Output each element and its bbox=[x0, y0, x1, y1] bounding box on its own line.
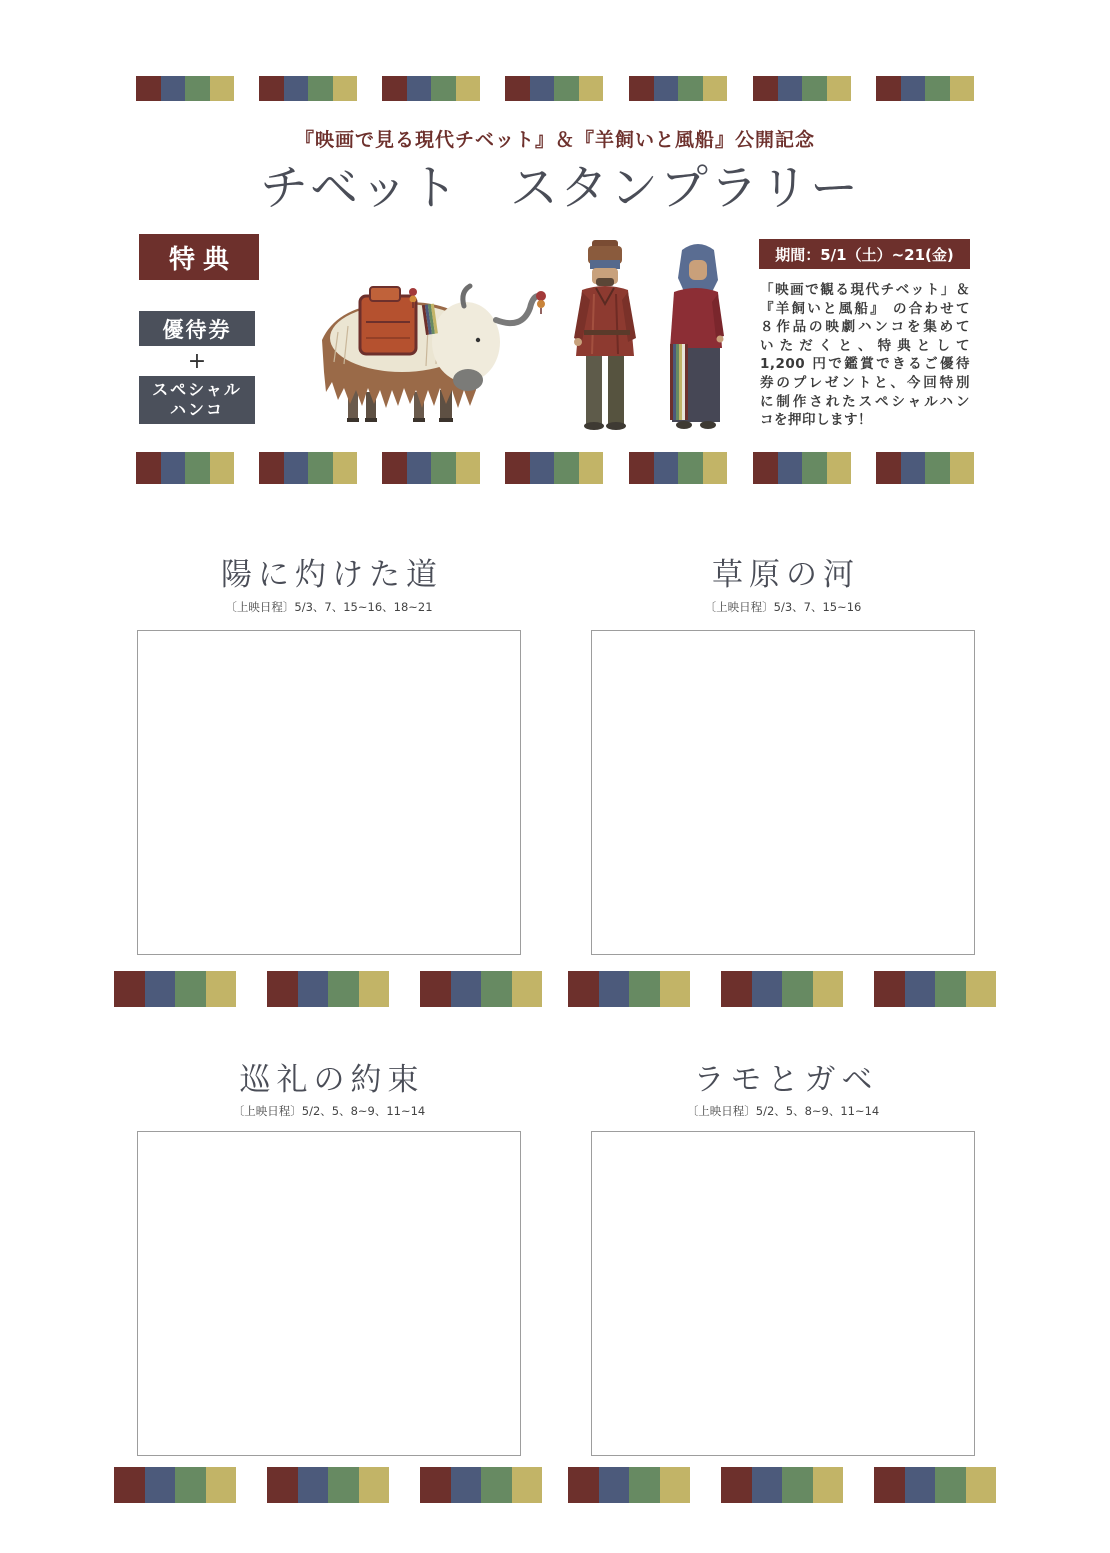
stripe-square-slate-blue bbox=[905, 971, 936, 1007]
stripe-square-green bbox=[185, 76, 210, 101]
stripe-square-green bbox=[678, 452, 703, 484]
stripe-square-khaki bbox=[359, 1467, 390, 1503]
stripe-square-slate-blue bbox=[752, 971, 783, 1007]
stripe-square-khaki bbox=[210, 76, 235, 101]
stripe-square-green bbox=[431, 452, 456, 484]
stripe-square-slate-blue bbox=[407, 452, 432, 484]
stripe-square-green bbox=[328, 971, 359, 1007]
stripe-group bbox=[753, 76, 851, 101]
stripe-square-slate-blue bbox=[654, 452, 679, 484]
man-figure bbox=[574, 240, 636, 430]
stripe-group bbox=[267, 1467, 389, 1503]
stripe-group bbox=[259, 452, 357, 484]
stripe-square-slate-blue bbox=[145, 971, 176, 1007]
stripe-square-khaki bbox=[950, 452, 975, 484]
stripe-square-slate-blue bbox=[778, 76, 803, 101]
yak-eye bbox=[476, 338, 480, 342]
stripe-square-slate-blue bbox=[298, 1467, 329, 1503]
stripe-square-slate-blue bbox=[284, 452, 309, 484]
stripe-square-maroon bbox=[721, 1467, 752, 1503]
stripe-square-slate-blue bbox=[530, 452, 555, 484]
stripe-square-green bbox=[308, 76, 333, 101]
stripe-square-green bbox=[802, 452, 827, 484]
benefit-label-box bbox=[139, 234, 259, 280]
stripe-square-slate-blue bbox=[654, 76, 679, 101]
stripe-square-maroon bbox=[259, 452, 284, 484]
stripe-row-middle bbox=[0, 971, 1110, 1007]
description-paragraph bbox=[760, 281, 970, 430]
stripe-square-maroon bbox=[420, 971, 451, 1007]
stripe-group bbox=[629, 76, 727, 101]
stripe-square-slate-blue bbox=[905, 1467, 936, 1503]
film-title: 草原の河 bbox=[712, 557, 860, 593]
yak-illustration bbox=[318, 282, 550, 428]
stripe-square-green bbox=[629, 971, 660, 1007]
film-section-3 bbox=[137, 1060, 521, 1470]
stripe-square-maroon bbox=[874, 1467, 905, 1503]
stripe-group bbox=[874, 1467, 996, 1503]
stripe-square-khaki bbox=[206, 971, 237, 1007]
stripe-group bbox=[420, 1467, 542, 1503]
film-schedule: 〔上映日程〕5/3、7、15~16、18~21 bbox=[225, 600, 433, 614]
stripe-square-maroon bbox=[382, 452, 407, 484]
stripe-group bbox=[721, 1467, 843, 1503]
stripe-square-maroon bbox=[568, 971, 599, 1007]
description-line: 『羊飼いと風船』 の合わせて bbox=[760, 300, 970, 317]
description-line: 券のプレゼントと、今回特別 bbox=[760, 374, 970, 391]
stripe-square-slate-blue bbox=[599, 971, 630, 1007]
description-line: 1,200 円で鑑賞できるご優待 bbox=[760, 356, 970, 373]
stripe-square-green bbox=[175, 1467, 206, 1503]
stripe-square-slate-blue bbox=[599, 1467, 630, 1503]
stamp-box bbox=[591, 1131, 975, 1456]
stripe-square-khaki bbox=[827, 76, 852, 101]
stripe-square-maroon bbox=[267, 971, 298, 1007]
stripe-square-khaki bbox=[359, 971, 390, 1007]
stripe-square-green bbox=[935, 1467, 966, 1503]
film-title: ラモとガベ bbox=[693, 1062, 879, 1098]
film-schedule: 〔上映日程〕5/2、5、8~9、11~14 bbox=[686, 1104, 880, 1118]
stripe-square-khaki bbox=[827, 452, 852, 484]
stripe-square-maroon bbox=[420, 1467, 451, 1503]
stripe-group bbox=[267, 971, 389, 1007]
stripe-square-khaki bbox=[966, 971, 997, 1007]
period-badge bbox=[759, 239, 970, 269]
stripe-square-slate-blue bbox=[451, 971, 482, 1007]
stripe-square-khaki bbox=[456, 452, 481, 484]
stripe-group bbox=[382, 76, 480, 101]
stripe-square-khaki bbox=[206, 1467, 237, 1503]
description-line: いただくと、特典として bbox=[760, 337, 970, 354]
stripe-square-slate-blue bbox=[752, 1467, 783, 1503]
voucher-box bbox=[139, 311, 255, 346]
woman-figure bbox=[670, 244, 724, 429]
stripe-group bbox=[876, 452, 974, 484]
stripe-group bbox=[629, 452, 727, 484]
stripe-square-slate-blue bbox=[451, 1467, 482, 1503]
stripe-group bbox=[259, 76, 357, 101]
stripe-square-khaki bbox=[703, 76, 728, 101]
stripe-square-green bbox=[431, 76, 456, 101]
yak-snout bbox=[453, 369, 483, 391]
stamp-box bbox=[591, 630, 975, 955]
stripe-square-khaki bbox=[950, 76, 975, 101]
event-subtitle: 『映画で見る現代チベット』＆『羊飼いと風船』公開記念 bbox=[294, 129, 815, 151]
film-schedule: 〔上映日程〕5/2、5、8~9、11~14 bbox=[232, 1104, 426, 1118]
stripe-square-maroon bbox=[629, 76, 654, 101]
stripe-square-maroon bbox=[136, 452, 161, 484]
stripe-square-green bbox=[308, 452, 333, 484]
stripe-row-top bbox=[0, 76, 1110, 101]
stripe-group bbox=[114, 971, 236, 1007]
stripe-square-green bbox=[782, 1467, 813, 1503]
film-section-2 bbox=[591, 555, 975, 965]
stripe-square-maroon bbox=[629, 452, 654, 484]
film-section-4 bbox=[591, 1060, 975, 1470]
stripe-square-khaki bbox=[660, 971, 691, 1007]
stripe-group bbox=[420, 971, 542, 1007]
period-text: 期間：5/1（土）~21(金) bbox=[775, 245, 954, 264]
stripe-square-maroon bbox=[505, 452, 530, 484]
stripe-square-maroon bbox=[874, 971, 905, 1007]
special-hanko-line-2: ハンコ bbox=[169, 400, 224, 419]
stripe-square-maroon bbox=[259, 76, 284, 101]
stripe-square-maroon bbox=[114, 1467, 145, 1503]
stripe-square-khaki bbox=[512, 971, 543, 1007]
film-schedule: 〔上映日程〕5/3、7、15~16 bbox=[704, 600, 862, 614]
stripe-group bbox=[874, 971, 996, 1007]
stripe-square-maroon bbox=[382, 76, 407, 101]
stamp-box bbox=[137, 1131, 521, 1456]
stripe-square-maroon bbox=[876, 76, 901, 101]
stripe-square-green bbox=[328, 1467, 359, 1503]
stripe-square-maroon bbox=[136, 76, 161, 101]
stripe-square-maroon bbox=[267, 1467, 298, 1503]
stripe-square-slate-blue bbox=[161, 452, 186, 484]
voucher-label: 優待券 bbox=[162, 317, 232, 342]
stripe-square-khaki bbox=[456, 76, 481, 101]
stripe-square-slate-blue bbox=[901, 452, 926, 484]
stripe-square-maroon bbox=[568, 1467, 599, 1503]
stripe-square-maroon bbox=[753, 76, 778, 101]
stripe-square-khaki bbox=[966, 1467, 997, 1503]
page-title: チベット スタンプラリー bbox=[259, 160, 860, 216]
stripe-square-green bbox=[554, 452, 579, 484]
stripe-square-khaki bbox=[579, 452, 604, 484]
stripe-square-maroon bbox=[876, 452, 901, 484]
stripe-square-green bbox=[554, 76, 579, 101]
stripe-square-khaki bbox=[813, 1467, 844, 1503]
stripe-group bbox=[568, 1467, 690, 1503]
stripe-square-maroon bbox=[505, 76, 530, 101]
stripe-square-slate-blue bbox=[145, 1467, 176, 1503]
stripe-square-khaki bbox=[210, 452, 235, 484]
stripe-group bbox=[721, 971, 843, 1007]
stripe-square-slate-blue bbox=[298, 971, 329, 1007]
stripe-square-slate-blue bbox=[284, 76, 309, 101]
stripe-group bbox=[568, 971, 690, 1007]
stripe-square-slate-blue bbox=[778, 452, 803, 484]
stripe-group bbox=[505, 452, 603, 484]
stripe-square-green bbox=[678, 76, 703, 101]
stripe-square-green bbox=[925, 76, 950, 101]
film-title: 陽に灼けた道 bbox=[221, 557, 443, 593]
tibetan-couple-illustration bbox=[570, 238, 732, 434]
stripe-square-green bbox=[629, 1467, 660, 1503]
yak-tassel-right bbox=[536, 291, 546, 314]
stripe-square-maroon bbox=[753, 452, 778, 484]
stripe-square-green bbox=[481, 971, 512, 1007]
stripe-group bbox=[382, 452, 480, 484]
stripe-square-khaki bbox=[660, 1467, 691, 1503]
stripe-group bbox=[876, 76, 974, 101]
stripe-square-green bbox=[782, 971, 813, 1007]
description-line: 「映画で観る現代チベット」＆ bbox=[760, 282, 970, 298]
stripe-square-green bbox=[925, 452, 950, 484]
stripe-square-slate-blue bbox=[407, 76, 432, 101]
stamp-box bbox=[137, 630, 521, 955]
stripe-group bbox=[753, 452, 851, 484]
stripe-square-green bbox=[802, 76, 827, 101]
stripe-group bbox=[136, 452, 234, 484]
description-line: に制作されたスペシャルハン bbox=[760, 393, 970, 410]
special-hanko-box bbox=[139, 376, 255, 424]
special-hanko-line-1: スペシャル bbox=[152, 380, 242, 399]
stripe-group bbox=[114, 1467, 236, 1503]
film-title: 巡礼の約束 bbox=[239, 1062, 425, 1098]
description-line: コを押印します！ bbox=[760, 412, 872, 429]
stripe-square-slate-blue bbox=[161, 76, 186, 101]
stripe-square-green bbox=[935, 971, 966, 1007]
stripe-square-khaki bbox=[579, 76, 604, 101]
plus-sign: + bbox=[187, 349, 207, 374]
benefit-label: 特典 bbox=[168, 244, 237, 275]
stripe-group bbox=[136, 76, 234, 101]
stripe-square-khaki bbox=[333, 76, 358, 101]
stripe-square-green bbox=[185, 452, 210, 484]
stripe-square-green bbox=[481, 1467, 512, 1503]
stripe-square-khaki bbox=[813, 971, 844, 1007]
stripe-square-slate-blue bbox=[901, 76, 926, 101]
stripe-square-khaki bbox=[333, 452, 358, 484]
yak-saddle bbox=[360, 287, 416, 354]
stripe-square-khaki bbox=[703, 452, 728, 484]
stripe-square-green bbox=[175, 971, 206, 1007]
stripe-square-maroon bbox=[721, 971, 752, 1007]
yak-long-horn bbox=[496, 296, 540, 323]
stripe-square-khaki bbox=[512, 1467, 543, 1503]
woman-striped-apron bbox=[670, 344, 688, 420]
stripe-square-maroon bbox=[114, 971, 145, 1007]
description-line: ８作品の映劇ハンコを集めて bbox=[760, 319, 970, 336]
film-section-1 bbox=[137, 555, 521, 965]
stripe-square-slate-blue bbox=[530, 76, 555, 101]
stripe-row-bottom bbox=[0, 1467, 1110, 1503]
stripe-row-header-bottom bbox=[0, 452, 1110, 484]
stripe-group bbox=[505, 76, 603, 101]
